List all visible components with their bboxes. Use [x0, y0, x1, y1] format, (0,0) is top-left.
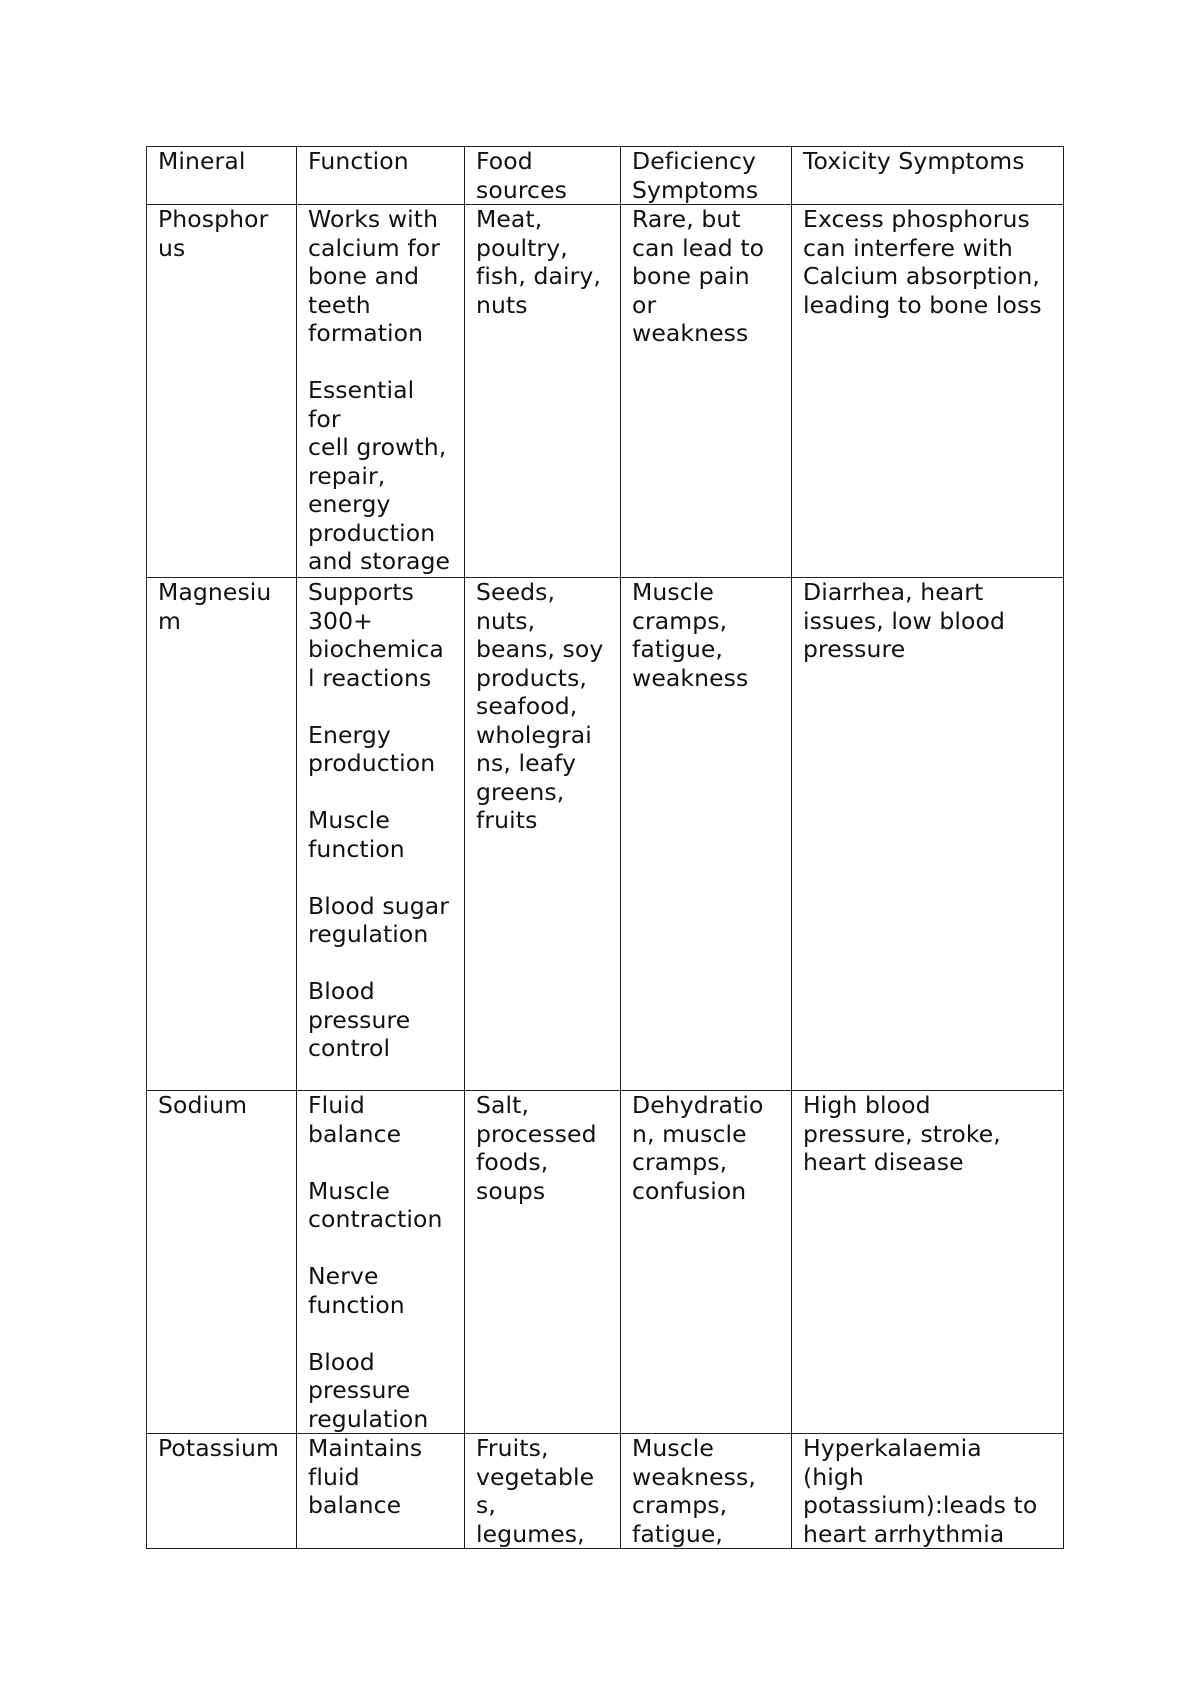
- food-line: Fruits,: [476, 1434, 549, 1462]
- toxicity-line: pressure, stroke,: [803, 1119, 1001, 1148]
- deficiency-line: can lead to: [632, 233, 765, 262]
- toxicity-line: Calcium absorption,: [803, 262, 1040, 290]
- minerals-table: [146, 146, 1064, 1549]
- function-line: Muscle: [308, 806, 390, 834]
- function-line: bone and: [308, 262, 420, 290]
- toxicity-line: (high: [803, 1462, 864, 1491]
- function-line: 300+: [308, 606, 373, 635]
- function-line: Muscle: [308, 1176, 390, 1205]
- toxicity-line: Diarrhea, heart: [803, 578, 984, 606]
- food-line: beans, soy: [476, 635, 604, 663]
- table-row-phosphorus: [147, 205, 1064, 578]
- mineral-name-line: Magnesiu: [158, 578, 272, 606]
- header-food-sources-line: Food: [476, 147, 533, 175]
- function-line: Blood: [308, 1347, 375, 1376]
- food-line: Meat,: [476, 205, 543, 233]
- food-line: ns, leafy: [476, 749, 577, 777]
- table-header-row: [147, 147, 1064, 205]
- food-line: seafood,: [476, 692, 578, 720]
- header-toxicity: [792, 147, 1064, 205]
- toxicity-line: Hyperkalaemia: [803, 1434, 982, 1462]
- function-line: balance: [308, 1491, 402, 1519]
- header-deficiency-line: Symptoms: [632, 175, 759, 204]
- food-line: Salt,: [476, 1091, 530, 1119]
- function-line: pressure: [308, 1005, 411, 1034]
- function-line: control: [308, 1034, 391, 1062]
- deficiency-line: fatigue,: [632, 1519, 723, 1548]
- food-line: Seeds,: [476, 578, 556, 606]
- food-line: nuts,: [476, 606, 536, 635]
- mineral-name-line: Potassium: [158, 1434, 280, 1462]
- food-line: s,: [476, 1491, 496, 1519]
- cell-deficiency: [621, 1434, 792, 1549]
- deficiency-line: cramps,: [632, 1148, 728, 1176]
- deficiency-line: weakness: [632, 319, 749, 347]
- table-row-magnesium: [147, 578, 1064, 1091]
- cell-food-sources: [465, 205, 621, 578]
- function-line: teeth: [308, 290, 371, 319]
- cell-toxicity: [792, 205, 1064, 578]
- cell-function: [297, 1091, 465, 1434]
- function-line: cell growth,: [308, 433, 447, 461]
- cell-function: [297, 578, 465, 1091]
- function-line: energy: [308, 490, 391, 518]
- toxicity-line: potassium):leads to: [803, 1491, 1038, 1519]
- header-deficiency: [621, 147, 792, 205]
- food-line: nuts: [476, 290, 528, 319]
- function-line: balance: [308, 1119, 402, 1148]
- food-line: foods,: [476, 1148, 549, 1176]
- function-line: Nerve: [308, 1262, 379, 1290]
- paragraph-gap: [308, 348, 454, 377]
- header-mineral: [147, 147, 297, 205]
- cell-function: [297, 1434, 465, 1549]
- cell-toxicity: [792, 1091, 1064, 1434]
- mineral-name-line: m: [158, 606, 181, 635]
- cell-function: [297, 205, 465, 578]
- function-line: function: [308, 1290, 405, 1319]
- paragraph-gap: [308, 778, 454, 807]
- cell-food-sources: [465, 1434, 621, 1549]
- header-mineral-label: Mineral: [158, 147, 246, 175]
- function-line: function: [308, 834, 405, 863]
- function-line: Blood: [308, 977, 375, 1005]
- deficiency-line: or: [632, 290, 657, 319]
- deficiency-line: weakness,: [632, 1462, 756, 1491]
- deficiency-line: Dehydratio: [632, 1091, 764, 1119]
- function-line: l reactions: [308, 663, 432, 692]
- deficiency-line: confusion: [632, 1176, 747, 1205]
- table-row-potassium: [147, 1434, 1064, 1549]
- mineral-name-line: Sodium: [158, 1091, 248, 1119]
- toxicity-line: Excess phosphorus: [803, 205, 1030, 233]
- function-line: Works with: [308, 205, 439, 233]
- cell-toxicity: [792, 1434, 1064, 1549]
- function-line: for: [308, 404, 341, 433]
- function-line: Supports: [308, 578, 414, 606]
- function-line: calcium for: [308, 233, 440, 262]
- function-line: repair,: [308, 461, 386, 490]
- cell-food-sources: [465, 1091, 621, 1434]
- function-line: regulation: [308, 1404, 429, 1433]
- mineral-name-line: Phosphor: [158, 205, 269, 233]
- function-line: production: [308, 518, 436, 547]
- cell-mineral: [147, 205, 297, 578]
- header-food-sources: [465, 147, 621, 205]
- function-line: pressure: [308, 1376, 411, 1404]
- function-line: contraction: [308, 1205, 443, 1233]
- food-line: fish, dairy,: [476, 262, 601, 290]
- function-line: and storage: [308, 547, 451, 575]
- food-line: soups: [476, 1176, 546, 1205]
- cell-deficiency: [621, 1091, 792, 1434]
- function-line: fluid: [308, 1462, 360, 1491]
- deficiency-line: Muscle: [632, 578, 714, 606]
- header-function: [297, 147, 465, 205]
- deficiency-line: cramps,: [632, 1491, 728, 1519]
- deficiency-line: Rare, but: [632, 205, 741, 233]
- cell-mineral: [147, 1434, 297, 1549]
- paragraph-gap: [308, 1148, 454, 1177]
- toxicity-line: leading to bone loss: [803, 290, 1042, 319]
- food-line: fruits: [476, 806, 538, 834]
- toxicity-line: High blood: [803, 1091, 931, 1119]
- table-row-sodium: [147, 1091, 1064, 1434]
- function-line: Maintains: [308, 1434, 423, 1462]
- toxicity-line: heart disease: [803, 1148, 964, 1176]
- header-food-sources-line: sources: [476, 175, 567, 204]
- toxicity-line: can interfere with: [803, 233, 1013, 262]
- function-line: regulation: [308, 920, 429, 948]
- food-line: poultry,: [476, 233, 568, 262]
- deficiency-line: bone pain: [632, 262, 750, 290]
- toxicity-line: heart arrhythmia: [803, 1519, 1005, 1548]
- cell-food-sources: [465, 578, 621, 1091]
- food-line: greens,: [476, 777, 565, 806]
- food-line: wholegrai: [476, 720, 592, 749]
- header-function-label: Function: [308, 147, 409, 175]
- food-line: processed: [476, 1119, 597, 1148]
- deficiency-line: Muscle: [632, 1434, 714, 1462]
- function-line: production: [308, 749, 436, 777]
- function-line: Energy: [308, 720, 391, 749]
- toxicity-line: issues, low blood: [803, 606, 1005, 635]
- function-line: Blood sugar: [308, 891, 450, 920]
- deficiency-line: cramps,: [632, 606, 728, 635]
- toxicity-line: pressure: [803, 635, 906, 663]
- paragraph-gap: [308, 949, 454, 978]
- deficiency-line: fatigue,: [632, 635, 723, 663]
- paragraph-gap: [308, 863, 454, 892]
- deficiency-line: n, muscle: [632, 1119, 747, 1148]
- header-deficiency-line: Deficiency: [632, 147, 756, 175]
- function-line: Essential: [308, 376, 415, 404]
- mineral-name-line: us: [158, 233, 186, 262]
- header-toxicity-label: Toxicity Symptoms: [803, 147, 1025, 175]
- function-line: biochemica: [308, 635, 444, 663]
- deficiency-line: weakness: [632, 663, 749, 692]
- cell-mineral: [147, 578, 297, 1091]
- cell-toxicity: [792, 578, 1064, 1091]
- paragraph-gap: [308, 1319, 454, 1348]
- cell-mineral: [147, 1091, 297, 1434]
- paragraph-gap: [308, 1234, 454, 1263]
- function-line: Fluid: [308, 1091, 365, 1119]
- cell-deficiency: [621, 578, 792, 1091]
- cell-deficiency: [621, 205, 792, 578]
- paragraph-gap: [308, 692, 454, 721]
- function-line: formation: [308, 319, 424, 347]
- food-line: products,: [476, 663, 587, 692]
- food-line: legumes,: [476, 1519, 585, 1548]
- food-line: vegetable: [476, 1462, 595, 1491]
